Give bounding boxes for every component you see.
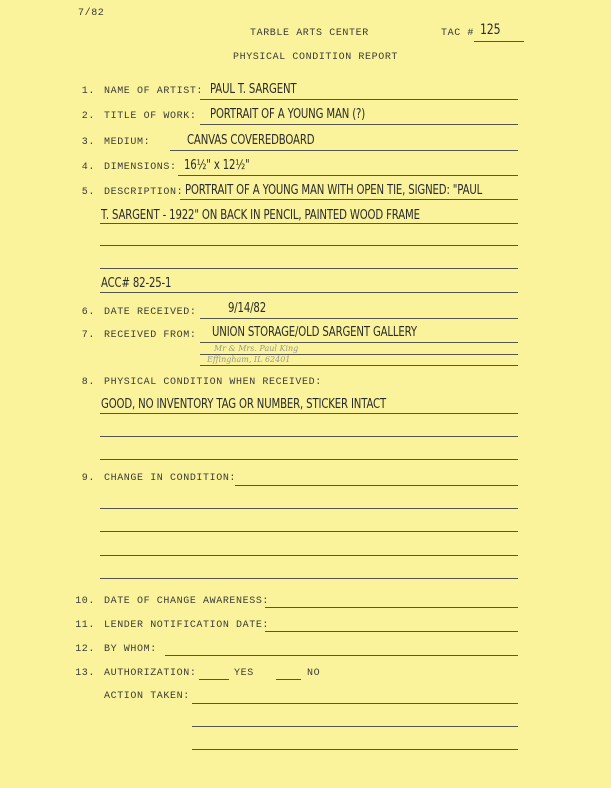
- action-taken-line-1[interactable]: [192, 703, 518, 704]
- lender-notification-line[interactable]: [265, 631, 518, 632]
- lender-address-pencil: Effingham, IL 62401: [207, 355, 291, 364]
- description-line-1: [180, 199, 518, 200]
- date-received-line: [200, 318, 518, 319]
- change-condition-label: CHANGE IN CONDITION:: [104, 473, 237, 484]
- field-5-number: 5.: [81, 187, 95, 198]
- field-6-number: 6.: [81, 307, 95, 318]
- change-awareness-line[interactable]: [265, 607, 518, 608]
- title-line: [200, 124, 518, 125]
- artist-value[interactable]: PAUL T. SARGENT: [210, 82, 297, 97]
- form-title: PHYSICAL CONDITION REPORT: [233, 52, 399, 63]
- field-7-number: 7.: [81, 330, 95, 341]
- field-8-number: 8.: [81, 377, 95, 388]
- field-1-number: 1.: [81, 86, 95, 97]
- received-from-line-1: [200, 342, 518, 343]
- tac-label: TAC #: [441, 28, 475, 39]
- physical-condition-label: PHYSICAL CONDITION WHEN RECEIVED:: [104, 377, 322, 388]
- artist-line: [200, 99, 518, 100]
- physical-condition-line-1: [100, 413, 518, 414]
- artist-label: NAME OF ARTIST:: [104, 86, 204, 97]
- change-condition-line-3[interactable]: [100, 531, 518, 532]
- organization-name: TARBLE ARTS CENTER: [250, 28, 369, 39]
- medium-value[interactable]: CANVAS COVEREDBOARD: [187, 133, 315, 148]
- authorization-label: AUTHORIZATION:: [104, 668, 197, 679]
- description-line-3: [100, 245, 518, 246]
- physical-condition-value[interactable]: GOOD, NO INVENTORY TAG OR NUMBER, STICKER INTACT: [101, 397, 387, 412]
- field-12-number: 12.: [75, 644, 95, 655]
- lender-name-pencil: Mr & Mrs. Paul King: [214, 344, 299, 353]
- lender-notification-label: LENDER NOTIFICATION DATE:: [104, 620, 270, 631]
- dimensions-label: DIMENSIONS:: [104, 162, 177, 173]
- by-whom-label: BY WHOM:: [104, 644, 157, 655]
- description-label: DESCRIPTION:: [104, 187, 184, 198]
- dimensions-line: [178, 175, 518, 176]
- physical-condition-line-3: [100, 459, 518, 460]
- description-value-2[interactable]: T. SARGENT - 1922" ON BACK IN PENCIL, PAINTED WOOD FRAME: [101, 208, 420, 223]
- form-date: 7/82: [78, 8, 105, 19]
- field-9-number: 9.: [81, 473, 95, 484]
- authorization-no-blank[interactable]: [276, 679, 301, 680]
- change-condition-line-5[interactable]: [100, 578, 518, 579]
- tac-number: 125: [480, 22, 501, 38]
- received-from-label: RECEIVED FROM:: [104, 330, 197, 341]
- field-2-number: 2.: [81, 111, 95, 122]
- field-11-number: 11.: [75, 620, 95, 631]
- action-taken-label: ACTION TAKEN:: [104, 691, 190, 702]
- change-condition-line-2[interactable]: [100, 508, 518, 509]
- by-whom-line[interactable]: [165, 655, 518, 656]
- authorization-yes-blank[interactable]: [199, 679, 229, 680]
- action-taken-line-2[interactable]: [192, 726, 518, 727]
- field-4-number: 4.: [81, 162, 95, 173]
- field-13-number: 13.: [75, 668, 95, 679]
- tac-underline: [474, 41, 524, 42]
- description-value-1[interactable]: PORTRAIT OF A YOUNG MAN WITH OPEN TIE, SIGNED: "PAUL: [185, 183, 483, 198]
- accession-number[interactable]: ACC# 82-25-1: [101, 276, 172, 291]
- field-3-number: 3.: [81, 137, 95, 148]
- authorization-no-label: NO: [307, 668, 321, 679]
- description-line-2: [100, 223, 518, 224]
- medium-line: [170, 150, 518, 151]
- received-from-value[interactable]: UNION STORAGE/OLD SARGENT GALLERY: [212, 325, 417, 340]
- date-received-value[interactable]: 9/14/82: [228, 301, 267, 316]
- change-awareness-label: DATE OF CHANGE AWARENESS:: [104, 596, 270, 607]
- accession-line: [100, 292, 518, 293]
- action-taken-line-3[interactable]: [192, 749, 518, 750]
- dimensions-value[interactable]: 16½" x 12½": [184, 158, 250, 173]
- description-line-4: [100, 268, 518, 269]
- medium-label: MEDIUM:: [104, 137, 151, 148]
- received-from-line-3: [200, 365, 518, 366]
- title-value[interactable]: PORTRAIT OF A YOUNG MAN (?): [210, 107, 366, 122]
- title-label: TITLE OF WORK:: [104, 111, 197, 122]
- authorization-yes-label: YES: [234, 668, 254, 679]
- field-10-number: 10.: [75, 596, 95, 607]
- physical-condition-line-2: [100, 436, 518, 437]
- date-received-label: DATE RECEIVED:: [104, 307, 197, 318]
- change-condition-line-1[interactable]: [235, 485, 518, 486]
- change-condition-line-4[interactable]: [100, 555, 518, 556]
